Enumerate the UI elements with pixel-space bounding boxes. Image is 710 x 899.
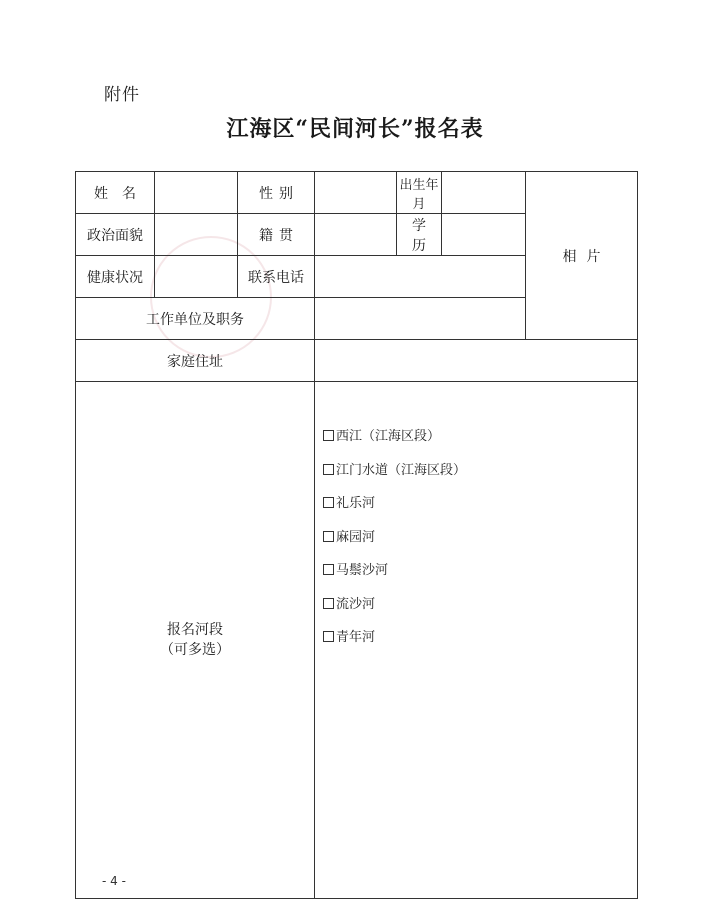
address-field[interactable]: [315, 340, 638, 382]
checkbox-icon[interactable]: [323, 531, 334, 542]
gender-label: 性别: [238, 172, 315, 214]
name-field[interactable]: [155, 172, 238, 214]
address-label: 家庭住址: [76, 340, 315, 382]
phone-label: 联系电话: [238, 256, 315, 298]
river-option[interactable]: [323, 495, 637, 529]
river-option[interactable]: [323, 428, 637, 462]
river-option[interactable]: [323, 529, 637, 563]
river-option[interactable]: [323, 462, 637, 496]
option-label: 礼乐河: [336, 496, 376, 511]
education-field[interactable]: [442, 214, 526, 256]
option-label: 青年河: [336, 630, 376, 645]
register-label: [76, 382, 315, 899]
option-label: 西江（江海区段）: [336, 429, 441, 444]
political-label: 政治面貌: [76, 214, 155, 256]
checkbox-icon[interactable]: [323, 464, 334, 475]
name-label: 姓名: [76, 172, 155, 214]
work-label: 工作单位及职务: [76, 298, 315, 340]
checkbox-icon[interactable]: [323, 598, 334, 609]
photo-cell[interactable]: 相片: [526, 172, 638, 340]
register-label-line2: （可多选）: [160, 642, 230, 658]
native-label: 籍贯: [238, 214, 315, 256]
native-field[interactable]: [315, 214, 397, 256]
river-option[interactable]: [323, 629, 637, 663]
register-label-line1: 报名河段: [167, 622, 223, 638]
gender-field[interactable]: [315, 172, 397, 214]
checkbox-icon[interactable]: [323, 430, 334, 441]
form-title: 江海区“民间河长”报名表: [226, 116, 484, 142]
health-field[interactable]: [155, 256, 238, 298]
phone-field[interactable]: [315, 256, 526, 298]
checkbox-icon[interactable]: [323, 631, 334, 642]
work-field[interactable]: [315, 298, 526, 340]
option-label: 流沙河: [336, 596, 376, 612]
checkbox-icon[interactable]: [323, 564, 334, 575]
health-label: 健康状况: [76, 256, 155, 298]
checkbox-icon[interactable]: [323, 497, 334, 508]
registration-form: [75, 171, 638, 899]
education-label: 学历: [397, 214, 442, 256]
option-label: 麻园河: [336, 529, 376, 545]
birth-label: 出生年月: [397, 172, 442, 214]
option-label: 江门水道（江海区段）: [336, 462, 467, 478]
political-field[interactable]: [155, 214, 238, 256]
page-number: - 4 -: [102, 874, 126, 888]
birth-field[interactable]: [442, 172, 526, 214]
river-option[interactable]: [323, 596, 637, 630]
option-label: 马鬃沙河: [336, 563, 389, 578]
attachment-label: 附件: [104, 85, 140, 105]
river-options: [315, 382, 638, 899]
river-option[interactable]: [323, 562, 637, 596]
